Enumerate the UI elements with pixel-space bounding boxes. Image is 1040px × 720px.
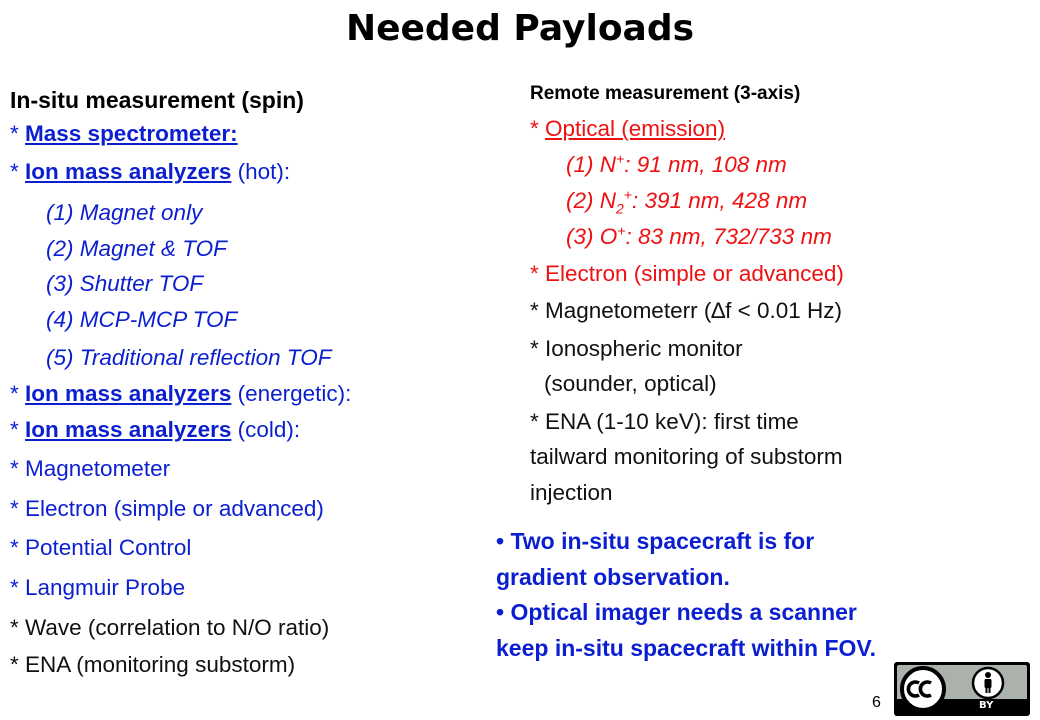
bullet-star: * [10, 381, 26, 406]
remote-magnetometer-item: * Magnetometerr (∆f < 0.01 Hz) [530, 298, 843, 323]
ena-monitoring-item: * ENA (monitoring substorm) [10, 652, 296, 677]
hot-item-1: (1) Magnet only [46, 200, 203, 225]
wave-item: * Wave (correlation to N/O ratio) [10, 615, 330, 640]
ion-cold-item [10, 416, 300, 444]
slide-title: Needed Payloads [345, 8, 695, 49]
emission-wavelengths: : 91 nm, 108 nm [624, 152, 787, 177]
ion-cold-suffix: (cold): [231, 417, 301, 442]
badge-body [897, 665, 1027, 713]
emission-line-1 [566, 151, 787, 179]
hot-item-2: (2) Magnet & TOF [46, 236, 227, 261]
charge-sup: + [616, 150, 625, 167]
ion-hot-suffix: (hot): [231, 159, 291, 184]
remote-heading: Remote measurement (3-axis) [530, 83, 801, 104]
mass-spectrometer-item [10, 120, 238, 148]
insitu-heading: In-situ measurement (spin) [10, 87, 304, 113]
attribution-person-icon [973, 668, 1003, 698]
emission-species: (2) N [566, 188, 616, 213]
mass-spectrometer-link[interactable]: Mass spectrometer: [25, 121, 238, 146]
note-2-line2: keep in-situ spacecraft within FOV. [496, 635, 877, 661]
bullet-star: * [10, 417, 26, 442]
emission-wavelengths: : 391 nm, 428 nm [631, 188, 808, 213]
electron-item: * Electron (simple or advanced) [10, 496, 324, 521]
hot-item-5: (5) Traditional reflection TOF [46, 345, 332, 370]
by-label: BY [979, 700, 994, 711]
note-1-line2: gradient observation. [496, 564, 730, 590]
optical-link[interactable]: Optical (emission) [545, 116, 726, 141]
langmuir-probe-item: * Langmuir Probe [10, 575, 186, 600]
note-1-line1: • Two in-situ spacecraft is for [496, 528, 815, 554]
ionospheric-monitor-sub: (sounder, optical) [544, 371, 717, 396]
emission-species: (1) N [566, 152, 616, 177]
bullet-star: * [10, 159, 26, 184]
cc-icon [897, 665, 1027, 713]
ion-energetic-link[interactable]: Ion mass analyzers [25, 381, 232, 406]
charge-sup: + [617, 222, 626, 239]
ion-energetic-suffix: (energetic): [231, 381, 352, 406]
ion-cold-link[interactable]: Ion mass analyzers [25, 417, 232, 442]
note-2-line1: • Optical imager needs a scanner [496, 599, 857, 625]
ion-hot-item [10, 158, 290, 186]
charge-sup: + [623, 186, 632, 203]
hot-item-3: (3) Shutter TOF [46, 271, 204, 296]
bullet-star: * [530, 116, 546, 141]
bullet-star: * [10, 121, 26, 146]
remote-electron-item: * Electron (simple or advanced) [530, 261, 844, 286]
page-number: 6 [872, 694, 881, 711]
hot-item-4: (4) MCP-MCP TOF [46, 307, 238, 332]
magnetometer-item: * Magnetometer [10, 456, 171, 481]
emission-line-2 [566, 187, 807, 215]
cc-by-license-badge[interactable] [894, 662, 1030, 716]
ion-hot-link[interactable]: Ion mass analyzers [25, 159, 232, 184]
emission-line-3 [566, 223, 832, 251]
emission-wavelengths: : 83 nm, 732/733 nm [625, 224, 832, 249]
emission-species: (3) O [566, 224, 618, 249]
optical-item [530, 115, 725, 143]
ion-energetic-item [10, 380, 351, 408]
ena-item-line3: injection [530, 480, 613, 505]
ena-item-line2: tailward monitoring of substorm [530, 444, 843, 469]
ena-item-line1: * ENA (1-10 keV): first time [530, 409, 799, 434]
ionospheric-monitor-item: * Ionospheric monitor [530, 336, 743, 361]
molecule-sub: 2 [616, 200, 624, 217]
potential-control-item: * Potential Control [10, 535, 192, 560]
